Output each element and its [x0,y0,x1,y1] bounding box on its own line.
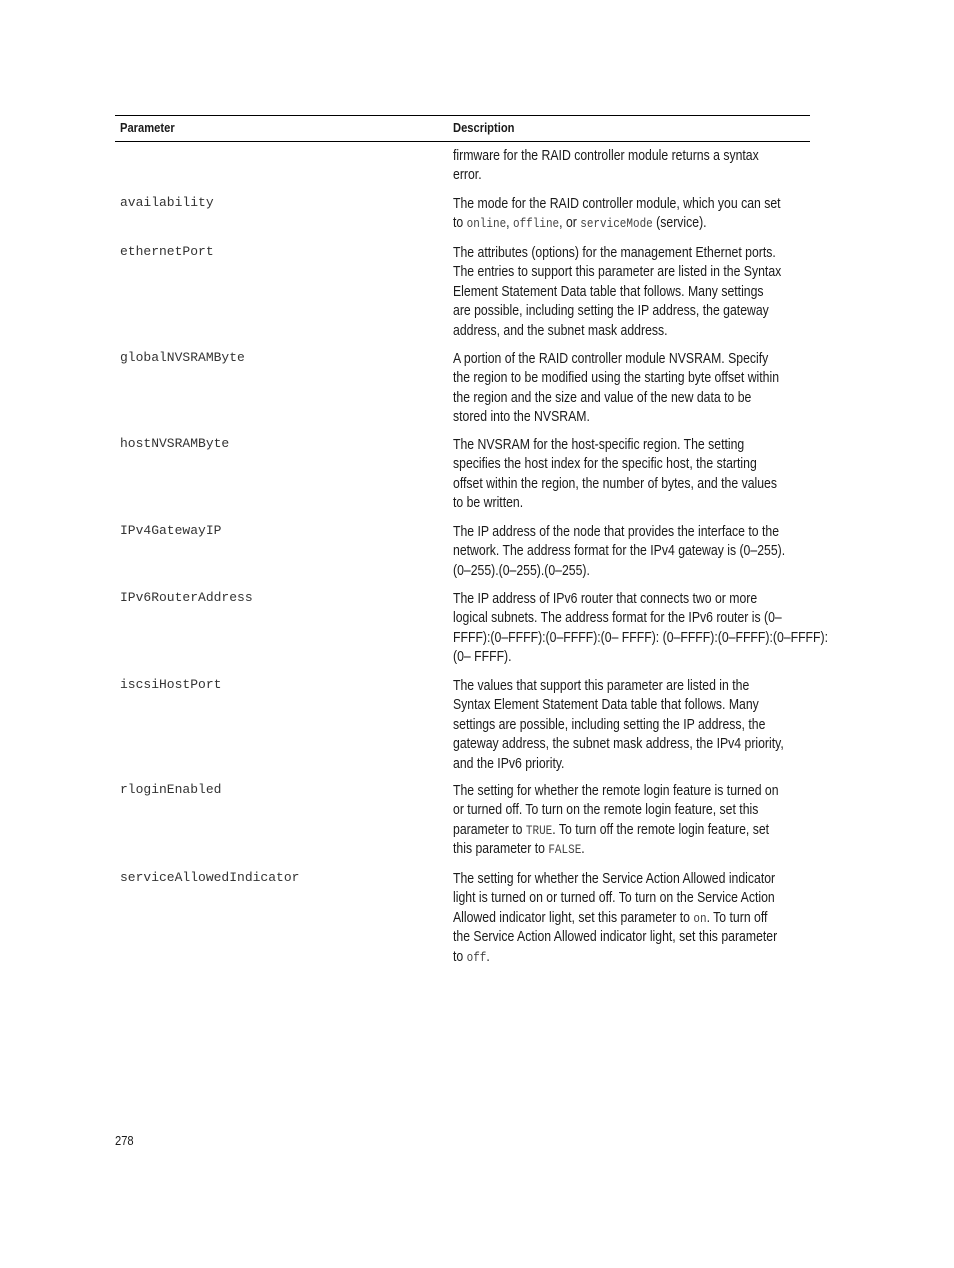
parameter-name: iscsiHostPort [120,677,222,692]
row-description: firmware for the RAID controller module returns a syntax error. [453,148,759,184]
column-header-parameter: Parameter [120,120,175,135]
column-header-description: Description [453,120,515,135]
parameter-name: ethernetPort [120,244,214,259]
parameter-name: IPv6RouterAddress [120,590,253,605]
table-header [115,115,810,142]
page-number: 278 [115,1133,134,1148]
parameter-name: rloginEnabled [120,782,222,797]
parameter-table [115,115,829,965]
row-description: The IP address of the node that provides the interface to the network. The address format for the IPv4 gateway is (0–255). (0–255).(0–255).(0–255). [453,524,786,579]
parameter-name: availability [120,195,214,210]
parameter-name: serviceAllowedIndicator [120,870,300,885]
row-description: The setting for whether the Service Action Allowed indicator light is turned on or turned off. To turn on the Service Action Allowed indicator light, set this parameter to on. To turn off the Service Action Allowed indicator light, set this parameter to off. [453,871,778,965]
row-description: A portion of the RAID controller module NVSRAM. Specify the region to be modified using the starting byte offset within the region and the size and value of the new data to be stored into the NVSRAM. [453,351,780,426]
row-description: The NVSRAM for the host-specific region. The setting specifies the host index for the specific host, the starting offset within the region, the number of bytes, and the values to be written. [453,437,777,512]
parameter-name: hostNVSRAMByte [120,436,230,451]
row-description: The mode for the RAID controller module, which you can set to online, offline, or serviceMode (service). [453,196,781,232]
row-description: The values that support this parameter are listed in the Syntax Element Statement Data table that follows. Many settings are possible, including setting the IP address, the gateway address, the subnet mask address, the IPv4 priority, and the IPv6 priority. [453,678,784,772]
parameter-name: globalNVSRAMByte [120,350,245,365]
row-description: The IP address of IPv6 router that connects two or more logical subnets. The address format for the IPv6 router is (0– FFFF):(0–FFFF):(0–FFFF):(0– FFFF): (0–FFFF):(0–FFFF):(0–FFFF): (0– FFFF). [453,591,829,666]
row-description: The setting for whether the remote login feature is turned on or turned off. To turn on the remote login feature, set this parameter to TRUE. To turn off the remote login feature, set this parameter to FALSE. [453,783,779,858]
row-description: The attributes (options) for the management Ethernet ports. The entries to support this parameter are listed in the Syntax Element Statement Data table that follows. Many settings are possible, including setting the IP address, the gateway address, and the subnet mask address. [453,245,782,339]
parameter-name: IPv4GatewayIP [120,523,222,538]
